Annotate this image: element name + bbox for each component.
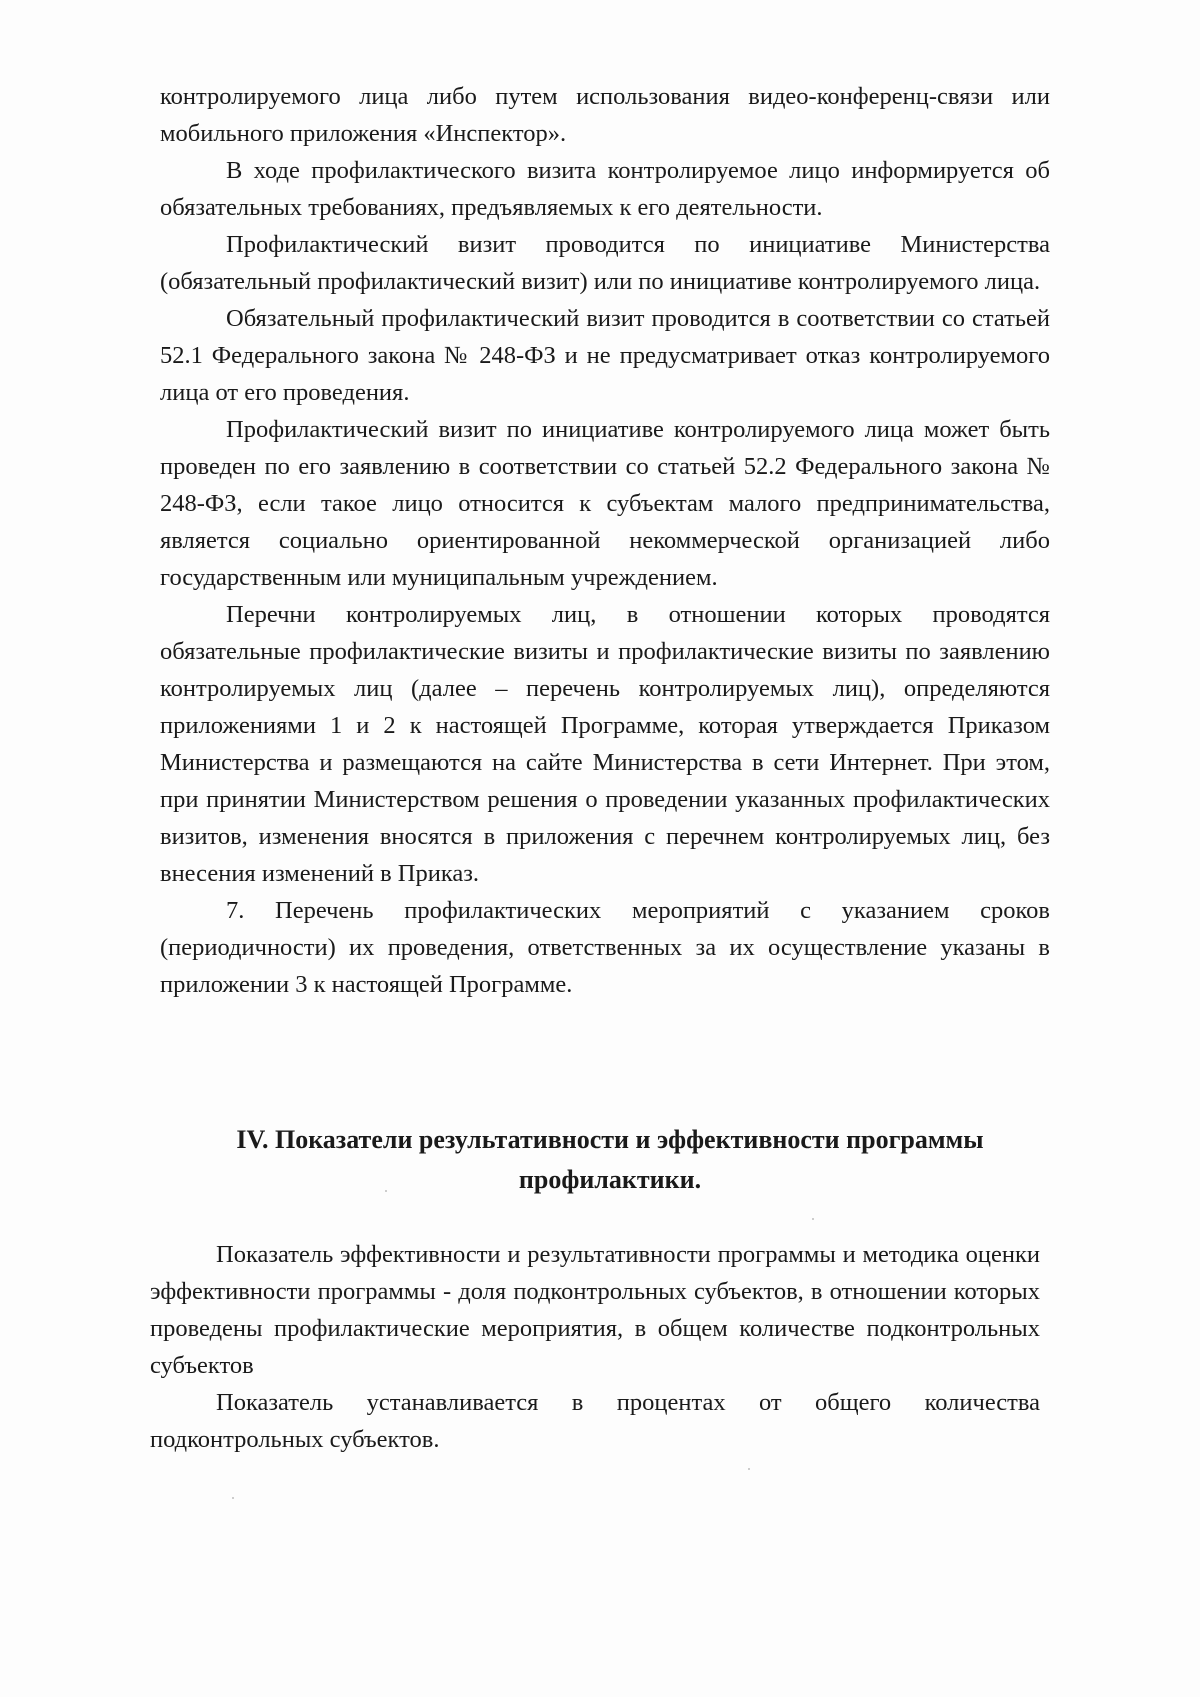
scan-speck: [812, 1218, 814, 1220]
paragraph-mandatory-visit: Обязательный профилактический визит проводится в соответствии со статьей 52.1 Федерального закона № 248-ФЗ и не предусматривает отказ контролируемого лица от его проведения.: [160, 305, 1050, 406]
body-text-upper: [160, 78, 1050, 1003]
paragraph-item-7: 7. Перечень профилактических мероприятий с указанием сроков (периодичности) их проведения, ответственных за их осуществление указаны в приложении 3 к настоящей Программе.: [160, 897, 1050, 998]
paragraph-visit-on-request: Профилактический визит по инициативе контролируемого лица может быть проведен по его заявлению в соответствии со статьей 52.2 Федерального закона № 248-ФЗ, если такое лицо относится к субъектам малого предпринимательства, является социально ориентированной некоммерческой организацией либо государственным или муниципальным учреждением.: [160, 416, 1050, 591]
section-heading: IV. Показатели результативности и эффективности программы профилактики.: [236, 1125, 984, 1194]
body-text-lower: [150, 1236, 1040, 1458]
scan-speck: [232, 1497, 234, 1499]
scan-speck: [748, 1468, 750, 1470]
paragraph-visit-info: В ходе профилактического визита контролируемое лицо информируется об обязательных требованиях, предъявляемых к его деятельности.: [160, 157, 1050, 221]
scan-speck: [385, 1190, 387, 1192]
paragraph-continuation: контролируемого лица либо путем использования видео-конференц-связи или мобильного приложения «Инспектор».: [160, 83, 1050, 147]
paragraph-indicator: Показатель эффективности и результативности программы и методика оценки эффективности программы - доля подконтрольных субъектов, в отношении которых проведены профилактические мероприятия, в общем количестве подконтрольных субъектов: [150, 1241, 1040, 1379]
paragraph-lists-of-persons: Перечни контролируемых лиц, в отношении которых проводятся обязательные профилактические визиты и профилактические визиты по заявлению контролируемых лиц (далее – перечень контролируемых лиц), определяются приложениями 1 и 2 к настоящей Программе, которая утверждается Приказом Министерства и размещаются на сайте Министерства в сети Интернет. При этом, при принятии Министерством решения о проведении указанных профилактических визитов, изменения вносятся в приложения с перечнем контролируемых лиц, без внесения изменений в Приказ.: [160, 601, 1050, 887]
paragraph-visit-initiative: Профилактический визит проводится по инициативе Министерства (обязательный профилактический визит) или по инициативе контролируемого лица.: [160, 231, 1050, 295]
paragraph-indicator-units: Показатель устанавливается в процентах от общего количества подконтрольных субъектов.: [150, 1389, 1040, 1453]
